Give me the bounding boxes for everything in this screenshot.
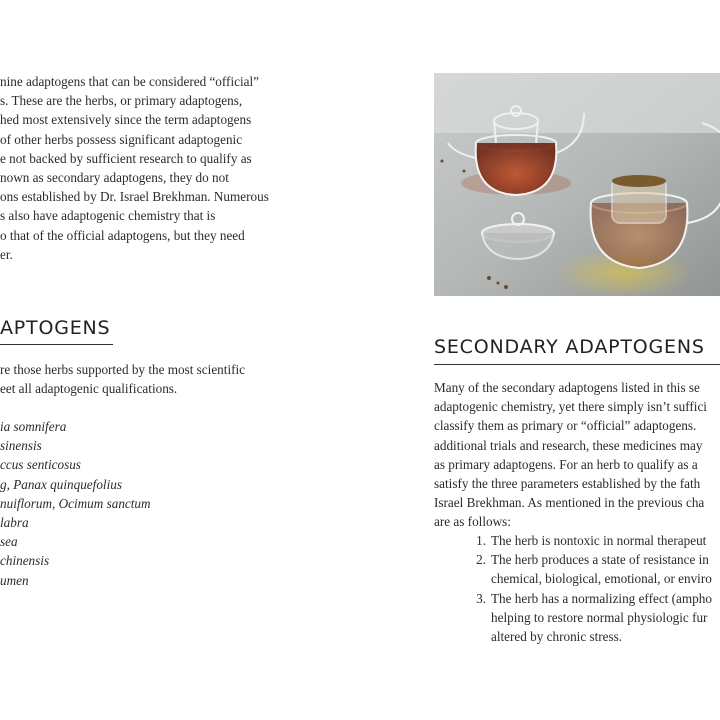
herb-list-item: sea [0,534,18,550]
herb-list-item: ccus senticosus [0,457,81,473]
text-line: adaptogenic chemistry, yet there simply isn’t suffici [434,399,707,415]
criterion-text: The herb has a normalizing effect (ampho [491,590,712,606]
text-line: are as follows: [434,514,511,530]
text-line: Israel Brekhman. As mentioned in the previous cha [434,495,705,511]
primary-adaptogens-heading: APTOGENS [0,317,111,339]
criterion-number: 1. [476,533,486,548]
text-line: Many of the secondary adaptogens listed in this se [434,380,700,395]
secondary-adaptogens-heading: SECONDARY ADAPTOGENS [434,336,705,358]
text-line: nown as secondary adaptogens, they do not [0,170,229,185]
text-line: nine adaptogens that can be considered “official” [0,74,259,89]
herb-list-item: chinensis [0,553,50,569]
text-line: hed most extensively since the term adaptogens [0,112,252,128]
herb-list-item: sinensis [0,438,42,454]
criterion-text: The herb is nontoxic in normal therapeut [491,533,707,548]
text-line: e not backed by sufficient research to qualify as [0,150,252,166]
herb-list-item: nuiflorum, Ocimum sanctum [0,495,151,511]
criterion-text: chemical, biological, emotional, or enviro [491,571,712,587]
criterion-text: The herb produces a state of resistance in [491,552,709,568]
text-line: classify them as primary or “official” adaptogens. [434,418,697,434]
heading-rule [0,344,113,345]
text-line: s also have adaptogenic chemistry that is [0,208,216,224]
text-line: eet all adaptogenic qualifications. [0,381,178,397]
text-line: ons established by Dr. Israel Brekhman. Numerous [0,189,269,205]
heading-rule [434,364,720,365]
text-line: s. These are the herbs, or primary adaptogens, [0,93,243,109]
herb-list-item: ia somnifera [0,419,67,434]
left-page [0,0,290,720]
criterion-number: 3. [476,590,486,606]
criterion-text: altered by chronic stress. [491,629,623,644]
text-line: satisfy the three parameters established by the fath [434,476,701,491]
herb-list-item: g, Panax quinquefolius [0,476,122,492]
criterion-number: 2. [476,552,486,568]
teapots-illustration [434,73,720,296]
right-page [434,0,720,720]
text-line: additional trials and research, these medicines may [434,437,703,453]
herb-list-item: umen [0,572,29,588]
criterion-text: helping to restore normal physiologic fur [491,609,708,625]
herb-list-item: labra [0,515,29,530]
text-line: er. [0,246,13,262]
text-line: of other herbs possess significant adaptogenic [0,131,243,147]
text-line: o that of the official adaptogens, but they need [0,227,245,243]
text-line: as primary adaptogens. For an herb to qualify as a [434,456,698,472]
text-line: re those herbs supported by the most scientific [0,362,246,377]
tea-photo [434,73,720,296]
